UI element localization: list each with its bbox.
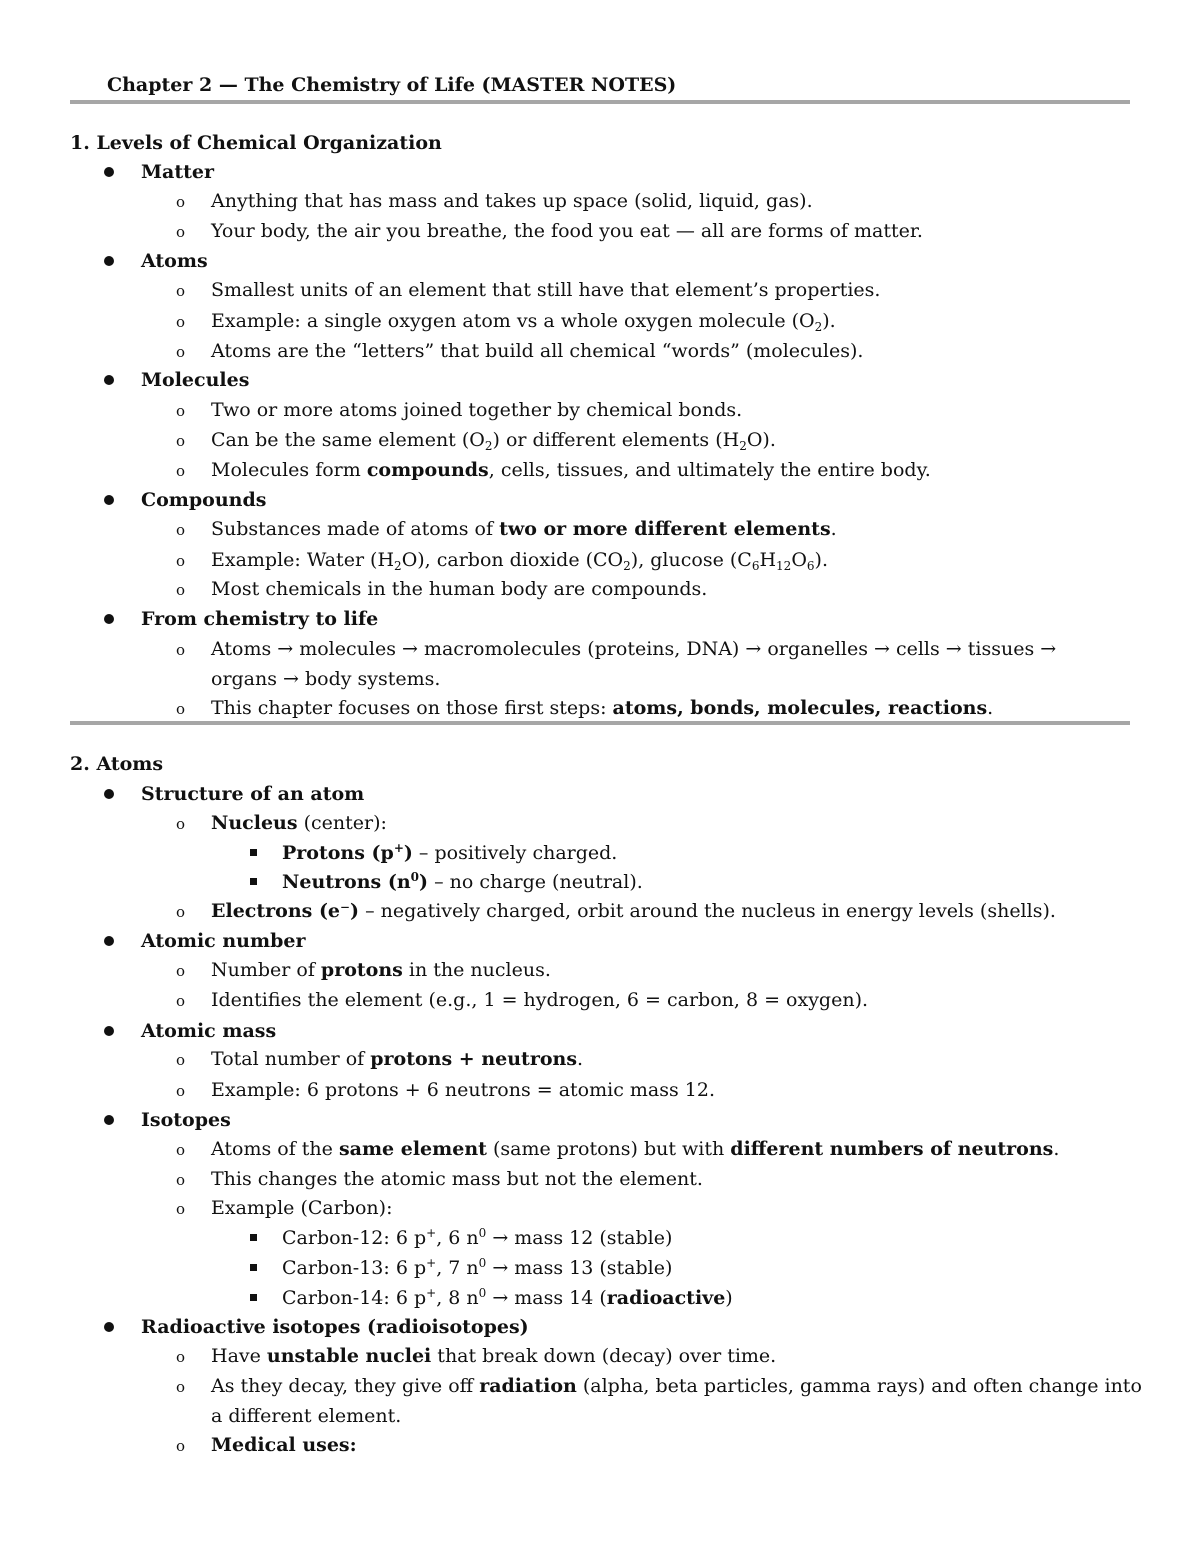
sub-bullet-icon: o bbox=[176, 962, 186, 980]
sub-bullet-icon: o bbox=[176, 521, 186, 539]
bullet-label: Compounds bbox=[141, 489, 267, 511]
sub-bullet-icon: o bbox=[176, 432, 186, 450]
sub-bullet-icon: o bbox=[176, 992, 186, 1010]
sub-bullet-icon: o bbox=[176, 641, 186, 659]
list-item: Anything that has mass and takes up space (solid, liquid, gas). bbox=[211, 190, 813, 212]
list-item: Most chemicals in the human body are compounds. bbox=[211, 578, 708, 600]
sub-bullet-icon: o bbox=[176, 313, 186, 331]
list-item: This changes the atomic mass but not the element. bbox=[211, 1168, 703, 1190]
sub-bullet-icon: o bbox=[176, 581, 186, 599]
bullet-label: Atoms bbox=[141, 250, 208, 272]
sub-bullet-icon: o bbox=[176, 1200, 186, 1218]
sub-bullet-icon: o bbox=[176, 815, 186, 833]
list-item: Atoms of the same element (same protons) but with different numbers of neutrons. bbox=[211, 1138, 1060, 1160]
sub-bullet-icon: o bbox=[176, 282, 186, 300]
section-heading: 1. Levels of Chemical Organization bbox=[70, 132, 442, 154]
list-item: This chapter focuses on those first steps: atoms, bonds, molecules, reactions. bbox=[211, 697, 994, 719]
list-item: As they decay, they give off radiation (alpha, beta particles, gamma rays) and often change into bbox=[211, 1375, 1142, 1397]
list-item: Atoms → molecules → macromolecules (proteins, DNA) → organelles → cells → tissues → bbox=[211, 638, 1057, 660]
list-item: Carbon-12: 6 p+, 6 $n^0$ → mass 12 (stable) bbox=[282, 1226, 673, 1249]
list-item: Electrons (e⁻) – negatively charged, orbit around the nucleus in energy levels (shells). bbox=[211, 900, 1056, 922]
bullet-label: Structure of an atom bbox=[141, 783, 365, 805]
sub-bullet-icon: o bbox=[176, 343, 186, 361]
sub-bullet-icon: o bbox=[176, 223, 186, 241]
list-item: Total number of protons + neutrons. bbox=[211, 1048, 584, 1070]
page-title: Chapter 2 — The Chemistry of Life (MASTER NOTES) bbox=[107, 74, 677, 96]
square-bullet-icon bbox=[250, 1264, 257, 1271]
bullet-label: Atomic number bbox=[141, 930, 306, 952]
list-item: Have unstable nuclei that break down (decay) over time. bbox=[211, 1345, 777, 1367]
list-item: Carbon-13: 6 p+, 7 $n^0$ → mass 13 (stable) bbox=[282, 1256, 673, 1279]
bullet-icon bbox=[104, 256, 114, 266]
sub-bullet-icon: o bbox=[176, 1051, 186, 1069]
bullet-icon bbox=[104, 167, 114, 177]
sub-bullet-icon: o bbox=[176, 402, 186, 420]
sub-bullet-icon: o bbox=[176, 1378, 186, 1396]
bullet-icon bbox=[104, 375, 114, 385]
sub-bullet-icon: o bbox=[176, 1437, 186, 1455]
square-bullet-icon bbox=[250, 1294, 257, 1301]
list-item: Medical uses: bbox=[211, 1434, 357, 1456]
sub-bullet-icon: o bbox=[176, 462, 186, 480]
list-item: Substances made of atoms of two or more different elements. bbox=[211, 518, 837, 540]
bullet-icon bbox=[104, 1026, 114, 1036]
square-bullet-icon bbox=[250, 878, 257, 885]
bullet-label: Atomic mass bbox=[141, 1020, 277, 1042]
square-bullet-icon bbox=[250, 1234, 257, 1241]
list-item: Two or more atoms joined together by chemical bonds. bbox=[211, 399, 743, 421]
bullet-label: Molecules bbox=[141, 369, 250, 391]
bullet-icon bbox=[104, 1322, 114, 1332]
list-item: Your body, the air you breathe, the food you eat — all are forms of matter. bbox=[211, 220, 923, 242]
list-item: Nucleus (center): bbox=[211, 812, 387, 834]
bullet-label: Radioactive isotopes (radioisotopes) bbox=[141, 1316, 529, 1338]
bullet-icon bbox=[104, 1115, 114, 1125]
bullet-icon bbox=[104, 789, 114, 799]
list-item-continuation: organs → body systems. bbox=[211, 668, 441, 690]
square-bullet-icon bbox=[250, 849, 257, 856]
list-item: Can be the same element $(O_2)$ or different elements $(H_2O)$. bbox=[211, 429, 776, 453]
list-item: Atoms are the “letters” that build all chemical “words” (molecules). bbox=[211, 340, 864, 362]
bullet-label: Matter bbox=[141, 161, 214, 183]
bullet-label: Isotopes bbox=[141, 1109, 231, 1131]
sub-bullet-icon: o bbox=[176, 1082, 186, 1100]
sub-bullet-icon: o bbox=[176, 1171, 186, 1189]
title-divider bbox=[70, 100, 1130, 104]
bullet-label: From chemistry to life bbox=[141, 608, 379, 630]
list-item: Number of protons in the nucleus. bbox=[211, 959, 551, 981]
section-heading: 2. Atoms bbox=[70, 753, 164, 775]
sub-bullet-icon: o bbox=[176, 1141, 186, 1159]
bullet-icon bbox=[104, 495, 114, 505]
list-item: Example (Carbon): bbox=[211, 1197, 393, 1219]
list-item: Example: a single oxygen atom vs a whole oxygen molecule $(O_2)$. bbox=[211, 310, 836, 334]
sub-bullet-icon: o bbox=[176, 700, 186, 718]
bullet-icon bbox=[104, 936, 114, 946]
list-item: Molecules form compounds, cells, tissues, and ultimately the entire body. bbox=[211, 459, 931, 481]
list-item: Example: Water $(H_2O)$, carbon dioxide $(CO_2)$, glucose $(C_6H_{12}O_6)$. bbox=[211, 549, 828, 573]
list-item: Example: 6 protons + 6 neutrons = atomic mass 12. bbox=[211, 1079, 715, 1101]
list-item-continuation: a different element. bbox=[211, 1405, 402, 1427]
sub-bullet-icon: o bbox=[176, 903, 186, 921]
sub-bullet-icon: o bbox=[176, 1348, 186, 1366]
list-item: Neutrons $(n^0)$ – no charge (neutral). bbox=[282, 870, 643, 893]
sub-bullet-icon: o bbox=[176, 193, 186, 211]
list-item: Protons (p+) – positively charged. bbox=[282, 841, 618, 864]
bullet-icon bbox=[104, 614, 114, 624]
list-item: Smallest units of an element that still have that element’s properties. bbox=[211, 279, 881, 301]
list-item: Carbon-14: 6 p+, 8 $n^0$ → mass 14 (radioactive) bbox=[282, 1286, 733, 1309]
sub-bullet-icon: o bbox=[176, 552, 186, 570]
section-divider bbox=[70, 721, 1130, 725]
list-item: Identifies the element (e.g., 1 = hydrogen, 6 = carbon, 8 = oxygen). bbox=[211, 989, 869, 1011]
